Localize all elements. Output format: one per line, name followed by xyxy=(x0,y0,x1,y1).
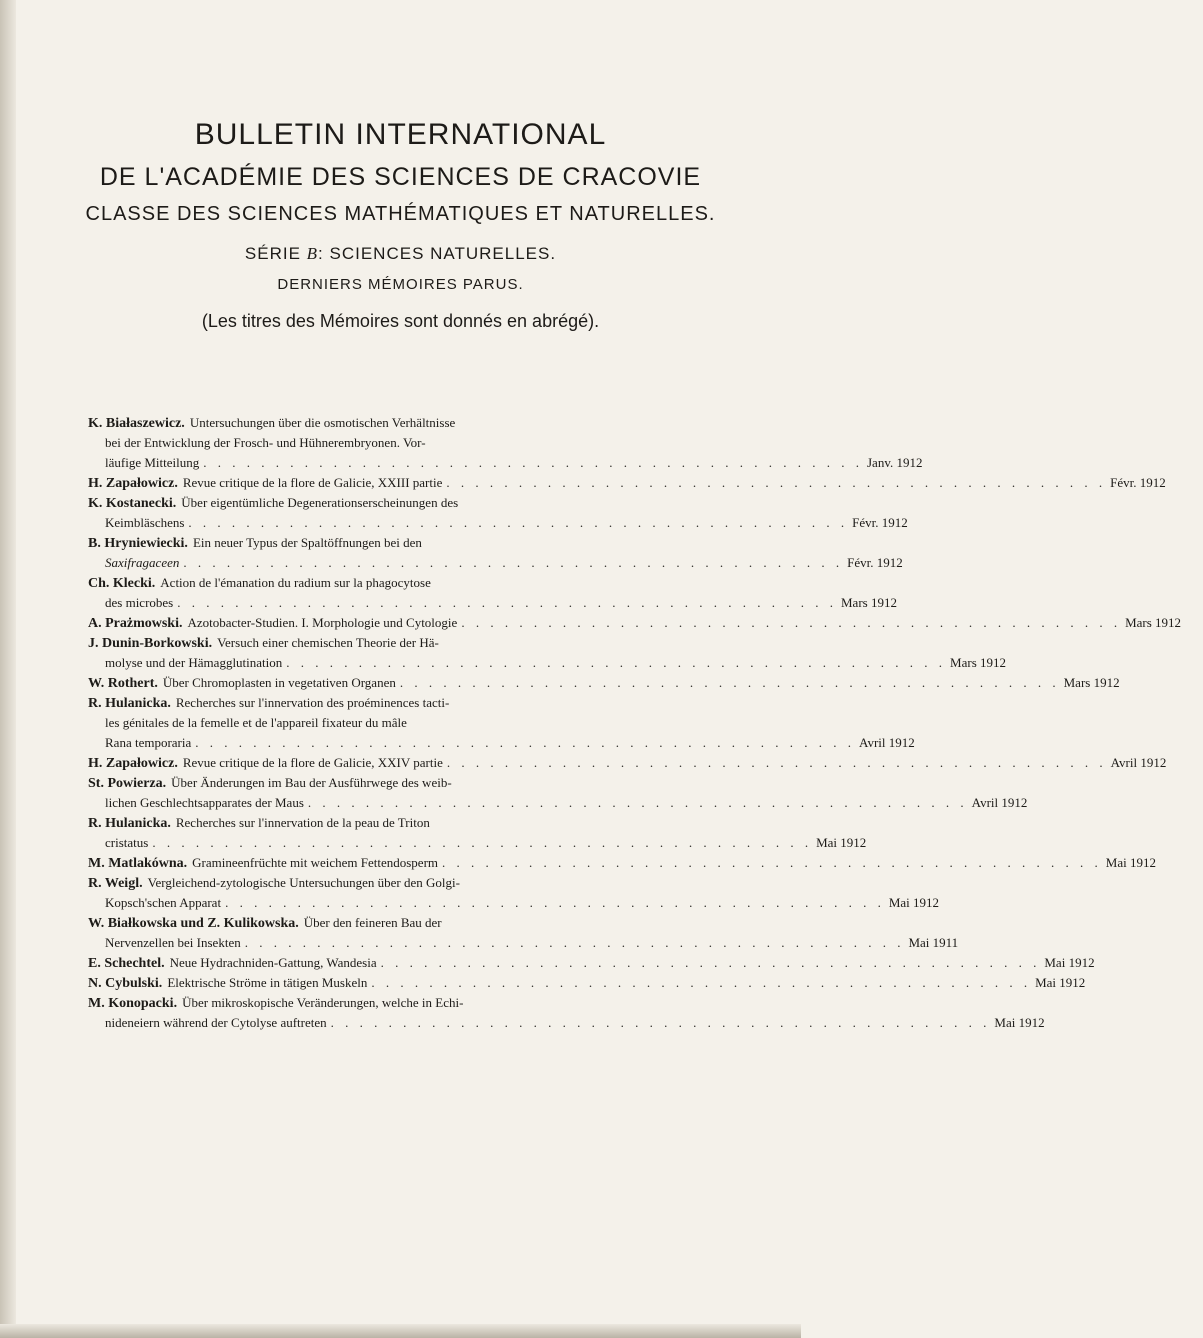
academy-name: DE L'ACADÉMIE DES SCIENCES DE CRACOVIE xyxy=(99,163,702,191)
entry-title-end: nideneiern während der Cytolyse auftreten xyxy=(105,1015,327,1030)
entry-date: Févr. 1912 xyxy=(847,555,903,570)
memoir-entry xyxy=(88,753,1167,773)
entry-title-start: Über den feineren Bau der xyxy=(303,915,442,930)
leader-dots: . . . . . . . . . . . . . . . . . . . . . . . . . . . . . . . . . . . . . . . . . . . . . . xyxy=(177,595,837,610)
entry-title-end: Nervenzellen bei Insekten xyxy=(105,935,241,950)
series-heading xyxy=(0,244,801,264)
entry-title-start: Versuch einer chemischen Theorie der Hä- xyxy=(217,635,439,650)
entry-date: Févr. 1912 xyxy=(852,515,908,530)
entry-title-start: Recherches sur l'innervation de la peau de Triton xyxy=(175,815,430,830)
entry-author: B. Hryniewiecki. xyxy=(88,536,188,551)
memoir-entry xyxy=(88,693,915,753)
class-name: CLASSE DES SCIENCES MATHÉMATIQUES ET NATURELLES. xyxy=(85,203,716,225)
entry-author: K. Kostanecki. xyxy=(88,496,177,511)
memoir-entry xyxy=(88,413,923,473)
entry-date: Mai 1912 xyxy=(1044,955,1095,970)
entry-line xyxy=(88,1013,1045,1033)
leader-dots: . . . . . . . . . . . . . . . . . . . . . . . . . . . . . . . . . . . . . . . . . . . . . . xyxy=(195,735,856,750)
entry-date: Avril 1912 xyxy=(859,735,915,750)
entry-author: St. Powierza. xyxy=(88,776,167,791)
memoir-entry xyxy=(88,473,1166,493)
entry-title-start: Über Änderungen im Bau der Ausführwege des weib- xyxy=(171,775,452,790)
entry-date: Mai 1912 xyxy=(1035,975,1086,990)
entry-title-end: Kopsch'schen Apparat xyxy=(105,895,222,910)
entry-line xyxy=(88,553,903,573)
journal-title: BULLETIN INTERNATIONAL xyxy=(194,118,607,151)
entry-date: Mars 1912 xyxy=(1063,675,1120,690)
memoir-entry xyxy=(88,813,867,853)
entry-author: H. Zapałowicz. xyxy=(88,476,178,491)
entry-author: M. Konopacki. xyxy=(88,996,178,1011)
entry-author: R. Hulanicka. xyxy=(88,816,171,831)
entry-line xyxy=(88,733,915,753)
entry-line xyxy=(88,493,720,513)
entry-line xyxy=(88,833,867,853)
entry-line xyxy=(88,453,923,473)
entry-author: J. Dunin-Borkowski. xyxy=(88,636,213,651)
entry-author: H. Zapałowicz. xyxy=(88,756,178,771)
leader-dots: . . . . . . . . . . . . . . . . . . . . . . . . . . . . . . . . . . . . . . . . . . . . . . xyxy=(446,475,1107,490)
entry-date: Mai 1912 xyxy=(1105,855,1156,870)
entry-line xyxy=(88,893,940,913)
entry-line xyxy=(88,793,1028,813)
entry-line xyxy=(88,773,720,793)
entry-line xyxy=(88,573,720,593)
entry-date: Mai 1912 xyxy=(994,1015,1045,1030)
series-letter: B xyxy=(306,244,319,263)
entry-line xyxy=(88,633,720,653)
entry-title-end: Rana temporaria xyxy=(105,735,192,750)
entry-author: E. Schechtel. xyxy=(88,956,165,971)
entry-date: Mai 1912 xyxy=(888,895,940,910)
leader-dots: . . . . . . . . . . . . . . . . . . . . . . . . . . . . . . . . . . . . . . . . . . . . . . xyxy=(330,1015,991,1030)
entry-title-start: Action de l'émanation du radium sur la phagocytose xyxy=(160,575,431,590)
entry-date: Mars 1912 xyxy=(1125,615,1182,630)
entry-author: R. Weigl. xyxy=(88,876,143,891)
entry-line xyxy=(88,533,720,553)
entry-line xyxy=(88,613,1182,633)
memoir-entry xyxy=(88,973,1086,993)
leader-dots: . . . . . . . . . . . . . . . . . . . . . . . . . . . . . . . . . . . . . . . . . . . . . . xyxy=(442,855,1102,870)
leader-dots: . . . . . . . . . . . . . . . . . . . . . . . . . . . . . . . . . . . . . . . . . . . . . . xyxy=(446,755,1107,770)
entry-date: Mars 1912 xyxy=(950,655,1006,670)
entry-date: Mars 1912 xyxy=(840,595,897,610)
section-note: (Les titres des Mémoires sont donnés en abrégé). xyxy=(201,311,600,331)
entry-title-start: Ein neuer Typus der Spaltöffnungen bei den xyxy=(192,535,422,550)
entry-title-start: Über eigentümliche Degenerationserscheinungen des xyxy=(181,495,459,510)
leader-dots: . . . . . . . . . . . . . . . . . . . . . . . . . . . . . . . . . . . . . . . . . . . . . . xyxy=(371,975,1032,990)
entry-title-start: Über mikroskopische Veränderungen, welche in Echi- xyxy=(182,995,464,1010)
leader-dots: . . . . . . . . . . . . . . . . . . . . . . . . . . . . . . . . . . . . . . . . . . . . . . xyxy=(399,675,1060,690)
entry-title-start: Vergleichend-zytologische Untersuchungen über den Golgi- xyxy=(147,875,460,890)
entry-title-end: cristatus xyxy=(105,835,149,850)
entry-line xyxy=(88,593,897,613)
entry-line xyxy=(88,513,908,533)
entry-line xyxy=(88,993,720,1013)
entry-line xyxy=(88,973,1086,993)
memoir-entry xyxy=(88,633,1006,673)
entry-line xyxy=(88,653,1006,673)
entry-author: Ch. Klecki. xyxy=(88,576,156,591)
leader-dots: . . . . . . . . . . . . . . . . . . . . . . . . . . . . . . . . . . . . . . . . . . . . . . xyxy=(286,655,947,670)
leader-dots: . . . . . . . . . . . . . . . . . . . . . . . . . . . . . . . . . . . . . . . . . . . . . . xyxy=(244,935,905,950)
entry-date: Avril 1912 xyxy=(971,795,1028,810)
entry-title-end: Neue Hydrachniden-Gattung, Wandesia xyxy=(169,955,377,970)
entry-date: Avril 1912 xyxy=(1110,755,1167,770)
entry-line xyxy=(88,853,1156,873)
entry-title-end: Saxifragaceen xyxy=(105,555,180,570)
entry-author: W. Białkowska und Z. Kulikowska. xyxy=(88,916,299,931)
entry-title-end: des microbes xyxy=(105,595,174,610)
entry-line xyxy=(88,413,720,433)
entry-title-end: molyse und der Hämagglutination xyxy=(105,655,283,670)
entry-author: K. Białaszewicz. xyxy=(88,416,185,431)
entry-title-middle: les génitales de la femelle et de l'appareil fixateur du mâle xyxy=(105,715,407,730)
page-bottom-edge xyxy=(0,1324,801,1338)
leader-dots: . . . . . . . . . . . . . . . . . . . . . . . . . . . . . . . . . . . . . . . . . . . . . . xyxy=(380,955,1041,970)
entry-title-end: Gramineenfrüchte mit weichem Fettendosperm xyxy=(192,855,439,870)
entry-title-end: läufige Mitteilung xyxy=(105,455,200,470)
entry-line xyxy=(88,693,720,713)
memoir-entry xyxy=(88,853,1156,873)
leader-dots: . . . . . . . . . . . . . . . . . . . . . . . . . . . . . . . . . . . . . . . . . . . . . . xyxy=(225,895,885,910)
entry-title-middle: bei der Entwicklung der Frosch- und Hühnerembryonen. Vor- xyxy=(105,435,426,450)
entry-title-start: Recherches sur l'innervation des proéminences tacti- xyxy=(175,695,450,710)
entry-date: Janv. 1912 xyxy=(866,455,923,470)
entry-line xyxy=(88,713,720,733)
entry-line xyxy=(88,873,720,893)
entry-line xyxy=(88,753,1167,773)
entry-author: A. Prażmowski. xyxy=(88,616,183,631)
memoir-entry xyxy=(88,573,897,613)
entry-line xyxy=(88,953,1095,973)
entry-author: M. Matlakówna. xyxy=(88,856,188,871)
memoir-list xyxy=(88,413,1182,1033)
entry-title-end: lichen Geschlechtsapparates der Maus xyxy=(105,795,304,810)
series-prefix: SÉRIE xyxy=(244,244,307,263)
leader-dots: . . . . . . . . . . . . . . . . . . . . . . . . . . . . . . . . . . . . . . . . . . . . . . xyxy=(461,615,1122,630)
section-heading: DERNIERS MÉMOIRES PARUS. xyxy=(277,276,524,293)
entry-author: N. Cybulski. xyxy=(88,976,163,991)
leader-dots: . . . . . . . . . . . . . . . . . . . . . . . . . . . . . . . . . . . . . . . . . . . . . . xyxy=(188,515,849,530)
entry-line xyxy=(88,913,720,933)
entry-title-start: Untersuchungen über die osmotischen Verhältnisse xyxy=(189,415,456,430)
entry-title-end: Azotobacter-Studien. I. Morphologie und Cytologie xyxy=(187,615,458,630)
entry-title-end: Über Chromoplasten in vegetativen Organen xyxy=(162,675,396,690)
leader-dots: . . . . . . . . . . . . . . . . . . . . . . . . . . . . . . . . . . . . . . . . . . . . . . xyxy=(183,555,844,570)
memoir-entry xyxy=(88,773,1028,813)
memoir-entry xyxy=(88,493,908,533)
memoir-entry xyxy=(88,873,940,913)
leader-dots: . . . . . . . . . . . . . . . . . . . . . . . . . . . . . . . . . . . . . . . . . . . . . . xyxy=(203,455,863,470)
memoir-entry xyxy=(88,673,1120,693)
entry-title-end: Elektrische Ströme in tätigen Muskeln xyxy=(167,975,368,990)
series-suffix: : SCIENCES NATURELLES. xyxy=(318,244,557,263)
binding-edge xyxy=(0,0,16,1338)
entry-line xyxy=(88,933,959,953)
entry-line xyxy=(88,813,720,833)
entry-author: R. Hulanicka. xyxy=(88,696,171,711)
leader-dots: . . . . . . . . . . . . . . . . . . . . . . . . . . . . . . . . . . . . . . . . . . . . . . xyxy=(152,835,813,850)
entry-title-end: Revue critique de la flore de Galicie, XXIII partie xyxy=(182,475,443,490)
memoir-entry xyxy=(88,993,1045,1033)
memoir-entry xyxy=(88,953,1095,973)
memoir-entry xyxy=(88,533,903,573)
entry-date: Févr. 1912 xyxy=(1110,475,1166,490)
entry-date: Mai 1911 xyxy=(908,935,959,950)
entry-title-end: Keimbläschens xyxy=(105,515,185,530)
memoir-entry xyxy=(88,613,1182,633)
leader-dots: . . . . . . . . . . . . . . . . . . . . . . . . . . . . . . . . . . . . . . . . . . . . . . xyxy=(307,795,968,810)
entry-date: Mai 1912 xyxy=(816,835,867,850)
entry-line xyxy=(88,673,1120,693)
memoir-entry xyxy=(88,913,959,953)
entry-title-end: Revue critique de la flore de Galicie, XXIV partie xyxy=(182,755,443,770)
entry-line xyxy=(88,473,1166,493)
entry-line xyxy=(88,433,720,453)
entry-author: W. Rothert. xyxy=(88,676,158,691)
